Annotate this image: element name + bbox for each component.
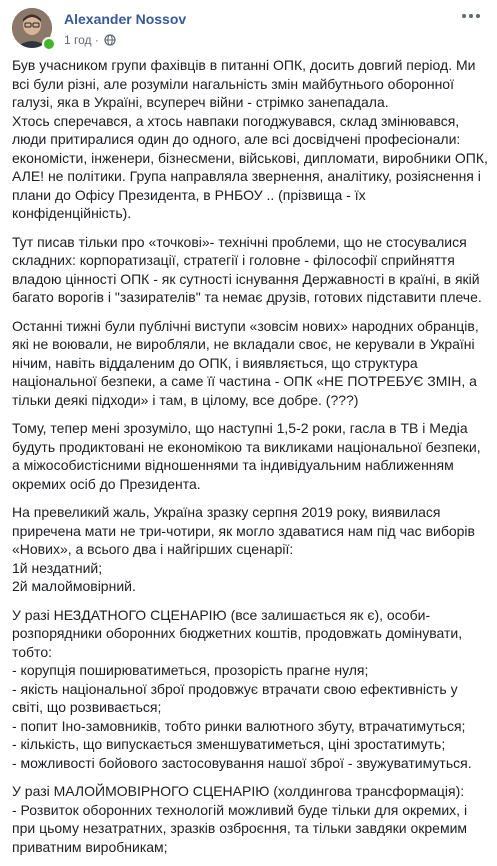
post-paragraph: На превеликий жаль, Україна зразку серпня 2019 року, виявилася приречена мати не три-чотири, як могло здаватися нам під час виборів «Нових», а всього два і найгірших сценарії: 1й нездатний; 2й малоймовірний. [12,504,475,594]
post-paragraph: У разі МАЛОЙМОВІРНОГО СЦЕНАРІЮ (холдингова трансформація): - Розвиток оборонних технологій можливий буде тільки для окремих, і при цьому незатратних, зразків озброєння, та тільки завдяки окремим приватним виробникам; [12,783,468,855]
author-name[interactable]: Alexander Nossov [64,11,187,27]
online-status-indicator [42,37,56,51]
post-text [12,56,488,866]
post-paragraph: Останні тижні були публічні виступи «зовсім нових» народних обранців, які не воювали, не виробляли, не вкладали своє, не керували в Україні нічим, навіть віддаленим до ОПК, і виявляється, що структура національної безпеки, а саме її частина - ОПК «НЕ ПОТРЕБУЄ ЗМІН, а тільки деякі підходи» і там, в цілому, все добре. (???) [12,317,479,408]
post-time[interactable]: 1 год [64,33,92,47]
post-paragraph: У разі НЕЗДАТНОГО СЦЕНАРІЮ (все залишається як є), особи-розпорядники оборонних бюджетних коштів, продовжать домінувати, тобто: - корупція поширюватиметься, прозорість прагне нуля; - якість національної зброї продовжує втрачати свою ефективність у світі, що розвивається; - попит Іно-замовників, тобто ринки валютного збуту, втрачатимуться; - кількість, що випускається зменшуватиметься, ціні зростатимуть; - можливості бойового застосовування нашої зброї - звужуватимуться. [12,606,472,771]
post-meta [64,33,116,47]
post-paragraph: Тому, тепер мені зрозуміло, що наступні 1,5-2 роки, гасла в ТВ і Медіа будуть продиктовані не економікою та викликами національної безпеки, а міжособистісними відношеннями та індивідуальним наближенням окремих осіб до Президента. [12,420,481,492]
post-paragraph: Був учасником групи фахівців в питанні ОПК, досить довгий період. Ми всі були різні, але розуміли нагальність змін майбутнього оборонної галузі, яка в Україні, всупереч війни - стрімко занепадала. Хтось сперечався, а хтось навпаки погоджувався, склад змінювався, люди притиралися один до одного, але всі досвідчені професіонали: економісти, інженери, бізнесмени, військові, дипломати, виробники ОПК, АЛЕ! не політики. Група направляла звернення, аналітику, розіяснення і плани до Офісу Президента, в РНБОУ .. (прізвища - їх конфіденційність). [12,57,488,221]
post-paragraph: Тут писав тільки про «точкові»- технічні проблеми, що не стосувалися складних: корпоратизації, стратегії і головне - філософії сприйняття владою цінності ОПК - як сутності існування Державності в країні, в якій багато ворогів і "зазирателів" та немає друзів, готових підставити плече. [12,233,482,305]
more-options-icon[interactable] [459,8,483,24]
globe-icon[interactable] [104,34,116,46]
meta-separator: · [94,33,99,47]
